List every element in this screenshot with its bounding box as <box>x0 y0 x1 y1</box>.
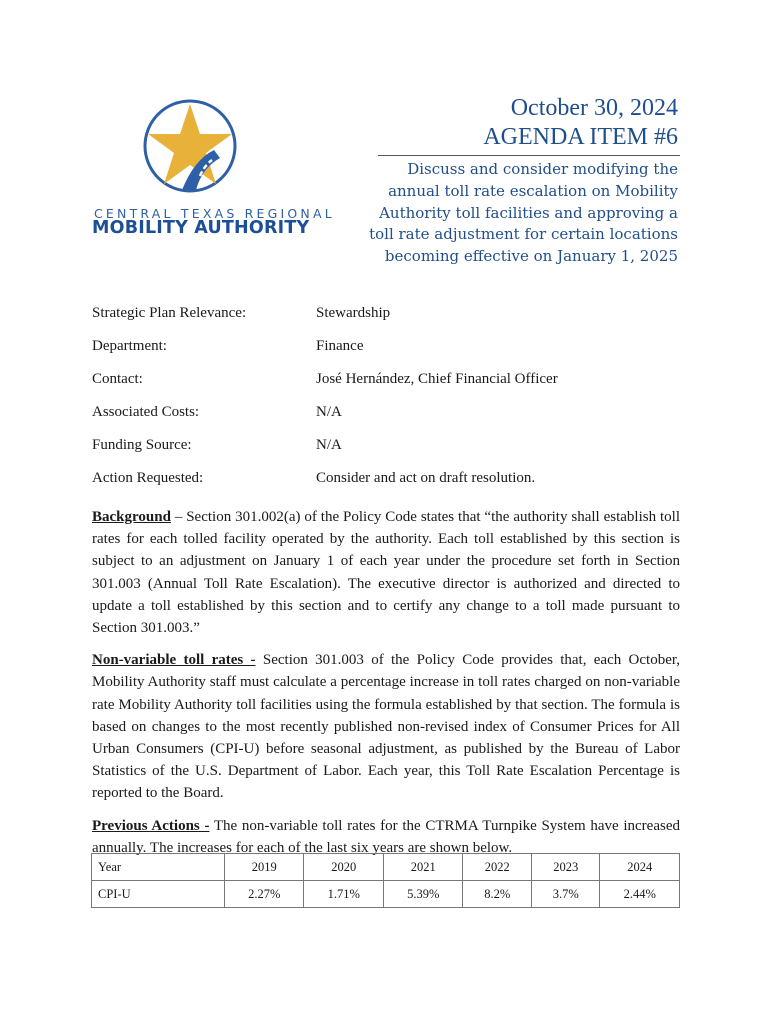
item-metadata <box>92 305 682 503</box>
header <box>483 94 678 152</box>
table-cell: 2.44% <box>600 881 680 908</box>
meta-row <box>92 404 682 437</box>
table-cell: 2019 <box>225 854 304 881</box>
table-cell: 2023 <box>531 854 600 881</box>
table-cell: 5.39% <box>383 881 462 908</box>
background-text: – Section 301.002(a) of the Policy Code states that “the authority shall establish toll rates for each tolled facility operated by the authority. Each toll established by this section is subject to an adjustment on January 1 of each year under the procedure set forth in Section 301.003 (Annual Toll Rate Escalation). The executive director is authorized and directed to update a toll established by this section and to certify any change to a toll made pursuant to Section 301.003.” <box>92 509 680 637</box>
meta-label: Associated Costs: <box>92 404 200 420</box>
meta-value: Stewardship <box>316 305 391 321</box>
table-cell: 2.27% <box>225 881 304 908</box>
meta-value: N/A <box>316 437 342 453</box>
table-cell: 3.7% <box>531 881 600 908</box>
table-cell: 8.2% <box>463 881 532 908</box>
nonvariable-text: Section 301.003 of the Policy Code provides that, each October, Mobility Authority staff must calculate a percentage increase in toll rates charged on non-variable rate Mobility Authority toll facilities using the formula established by that section. The formula is based on changes to the most recently published non-revised index of Consumer Prices for All Urban Consumers (CPI-U) before seasonal adjustment, as published by the Bureau of Labor Statistics of the U.S. Department of Labor. Each year, this Toll Rate Escalation Percentage is reported to the Board. <box>92 652 680 802</box>
meta-row <box>92 305 682 338</box>
table-cell: 2020 <box>304 854 383 881</box>
meta-label: Action Requested: <box>92 470 204 486</box>
agenda-subject: Discuss and consider modifying the annual toll rate escalation on Mobility Authority toll facilities and approving a toll rate adjustment for certain locations becoming effective on January 1, 2025 <box>369 160 678 266</box>
previous-actions-text: The non-variable toll rates for the CTRMA Turnpike System have increased annually. The increases for each of the last six years are shown below. <box>92 817 680 856</box>
agenda-item-title: AGENDA ITEM #6 <box>483 124 678 150</box>
meta-row <box>92 371 682 404</box>
meta-value: Consider and act on draft resolution. <box>316 470 536 486</box>
nonvariable-heading: Non-variable toll rates - <box>92 652 256 669</box>
previous-actions-heading: Previous Actions - <box>92 817 210 834</box>
table-cell: 2021 <box>383 854 462 881</box>
star-logo-icon <box>142 98 238 194</box>
meeting-date: October 30, 2024 <box>510 95 678 121</box>
table-cell: Year <box>92 854 225 881</box>
nonvariable-paragraph <box>92 649 680 804</box>
table-cell: CPI-U <box>92 881 225 908</box>
meta-label: Contact: <box>92 371 143 387</box>
logo-text-line1: CENTRAL TEXAS REGIONAL <box>94 206 335 221</box>
cpi-table <box>91 853 680 908</box>
meta-label: Strategic Plan Relevance: <box>92 305 247 321</box>
logo <box>92 98 335 238</box>
table-header-row <box>92 854 680 881</box>
table-cell: 1.71% <box>304 881 383 908</box>
logo-text-line2: MOBILITY AUTHORITY <box>92 218 310 238</box>
background-heading: Background <box>92 509 171 525</box>
meta-row <box>92 470 682 503</box>
meta-label: Department: <box>92 338 167 354</box>
table-cell: 2022 <box>463 854 532 881</box>
table-cell: 2024 <box>600 854 680 881</box>
meta-row <box>92 338 682 371</box>
document-body <box>92 506 680 869</box>
meta-label: Funding Source: <box>92 437 192 453</box>
meta-value: N/A <box>316 404 342 420</box>
meta-value: Finance <box>316 338 364 354</box>
header-divider <box>378 155 680 156</box>
meta-value: José Hernández, Chief Financial Officer <box>316 371 558 387</box>
table-row <box>92 881 680 908</box>
meta-row <box>92 437 682 470</box>
background-paragraph <box>92 506 680 639</box>
